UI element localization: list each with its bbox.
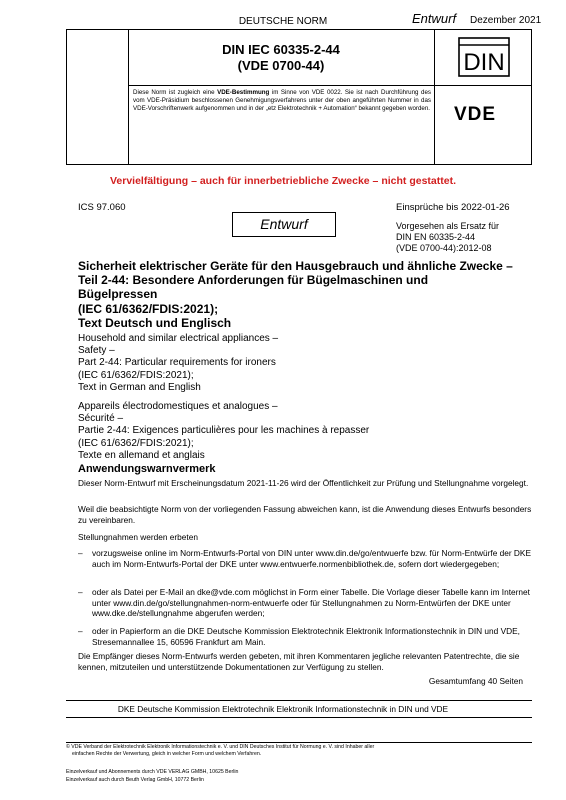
replacement-line: (VDE 0700-44):2012-08 (396, 243, 492, 253)
warning-paragraph: Weil die beabsichtigte Norm von der vorliegenden Fassung abweichen kann, ist die Anwendung dieses Entwurfs besonders zu vereinbaren. (78, 504, 532, 525)
draft-stamp-box: Entwurf (232, 212, 336, 237)
title-line: Teil 2-44: Besondere Anforderungen für Bügelmaschinen und (78, 273, 429, 288)
sales-line: Einzelverkauf und Abonnements durch VDE VERLAG GMBH, 10625 Berlin (66, 769, 239, 775)
footer-rule (66, 742, 532, 743)
replacement-line: Vorgesehen als Ersatz für (396, 221, 500, 231)
title-block-middle-rule (128, 85, 532, 86)
title-block-bottom-rule (66, 164, 532, 165)
document-number (128, 42, 434, 74)
ics-code: ICS 97.060 (78, 202, 126, 213)
title-line: Text in German and English (78, 381, 201, 393)
french-title (78, 401, 533, 462)
title-line: (IEC 61/6362/FDIS:2021); (78, 437, 194, 449)
copyright-line: einfachen Rechte der Verwertung, gleich in welcher Form und welchem Verfahren. (72, 751, 262, 757)
dke-top-rule (66, 700, 532, 701)
replacement-note (396, 221, 526, 254)
title-line: (IEC 61/6362/FDIS:2021); (78, 369, 194, 381)
list-item-text: vorzugsweise online im Norm-Entwurfs-Portal von DIN unter www.din.de/go/entwuerfe bzw. für Norm-Entwürfe der DKE auch im Norm-Entwurfs-Portal der DKE unter www.entwuerfe.normenbibliothek.de, sofern dort wiedergegeben; (92, 548, 531, 569)
patent-paragraph: Die Empfänger dieses Norm-Entwurfs werden gebeten, mit ihren Kommentaren jegliche relevanten Patentrechte, die sie kennen, mitzuteilen und unterstützende Dokumentationen zur Verfügung zu stellen. (78, 651, 520, 672)
dke-name: DKE Deutsche Kommission Elektrotechnik Elektronik Informationstechnik in DIN und VDE (117, 704, 449, 714)
copyright-note (66, 744, 532, 758)
din-logo (458, 37, 510, 77)
vde-regulation-note (133, 89, 431, 114)
german-title (78, 259, 533, 330)
list-item (78, 587, 533, 621)
title-line: Partie 2-44: Exigences particulières pour les machines à repasser (78, 425, 370, 437)
copyright-line: © VDE Verband der Elektrotechnik Elektronik Informationstechnik e. V. und DIN Deutsches Institut für Normung e. V. sind Inhaber aller (66, 744, 375, 750)
document-number-vde: (VDE 0700-44) (237, 58, 325, 73)
document-number-din: DIN IEC 60335-2-44 (222, 42, 340, 57)
title-line: Texte en allemand et anglais (78, 449, 205, 461)
vde-note-text-start: Diese Norm ist zugleich eine (133, 89, 218, 96)
bullet-dash: – (78, 548, 83, 558)
warning-paragraph: Dieser Norm-Entwurf mit Erscheinungsdatum 2021-11-26 wird der Öffentlichkeit zur Prüfung und Stellungnahme vorgelegt. (78, 478, 529, 488)
title-line: Bügelpressen (78, 287, 158, 302)
replacement-line: DIN EN 60335-2-44 (396, 232, 476, 242)
vde-note-text-end: im Sinne von VDE 0022. Sie ist nach Durchführung des vom VDE-Präsidium beschlossenen Genehmigungsverfahrens unter der oben angeführten Nummer in das VDE-Vorschriftenwerk aufgenommen und in der „etz Elektrotechnik + Automation“ bekannt gegeben worden. (133, 89, 431, 113)
list-item (78, 626, 533, 650)
title-line: Safety – (78, 345, 115, 357)
title-line: Sicherheit elektrischer Geräte für den Hausgebrauch und ähnliche Zwecke – (78, 259, 513, 273)
issue-date: Dezember 2021 (470, 15, 542, 26)
title-line: (IEC 61/6362/FDIS:2021); (78, 301, 219, 316)
vde-note-bold: VDE-Bestimmung (217, 89, 270, 96)
title-line: Sécurité – (78, 413, 124, 425)
draft-label: Entwurf (412, 11, 457, 26)
list-item-text: oder als Datei per E-Mail an dke@vde.com möglichst in Form einer Tabelle. Die Vorlage dieser Tabelle kann im Internet unter www.din.de/go/stellungnahmen-norm-entwuerfe oder für Stellungnahmen zu Norm-Entwürfen der DKE unter www.dke.de/stellungnahme abgerufen werden; (92, 587, 530, 618)
list-item-text: oder in Papierform an die DKE Deutsche Kommission Elektrotechnik Elektronik Informationstechnik in DIN und VDE, Stresemannallee 15, 60596 Frankfurt am Main. (92, 626, 520, 647)
english-title (78, 333, 533, 394)
total-pages: Gesamtumfang 40 Seiten (428, 676, 523, 686)
din-logo-text: DIN (463, 49, 505, 76)
bullet-dash: – (78, 587, 83, 597)
list-item (78, 548, 533, 582)
reproduction-notice: Vervielfältigung – auch für innerbetriebliche Zwecke – nicht gestattet. (109, 175, 456, 187)
warning-heading: Anwendungswarnvermerk (78, 463, 216, 475)
standard-label: DEUTSCHE NORM (238, 16, 328, 27)
title-line: Household and similar electrical appliances – (78, 333, 279, 344)
title-block-left-rule (66, 29, 67, 164)
title-block-right-rule (531, 29, 532, 164)
title-line: Text Deutsch und Englisch (78, 315, 232, 330)
dke-bottom-rule (66, 717, 532, 718)
title-block-logo-rule (434, 29, 435, 164)
bullet-dash: – (78, 626, 83, 636)
sales-info (66, 768, 532, 784)
title-line: Appareils électrodomestiques et analogues – (78, 401, 278, 412)
warning-paragraph: Stellungnahmen werden erbeten (78, 532, 198, 542)
title-block-top-rule (66, 29, 532, 30)
vde-logo: VDE (454, 104, 497, 125)
objection-deadline: Einsprüche bis 2022-01-26 (396, 202, 510, 213)
title-line: Part 2-44: Particular requirements for ironers (78, 357, 276, 369)
sales-line: Einzelverkauf auch durch Beuth Verlag GmbH, 10772 Berlin (66, 777, 204, 783)
